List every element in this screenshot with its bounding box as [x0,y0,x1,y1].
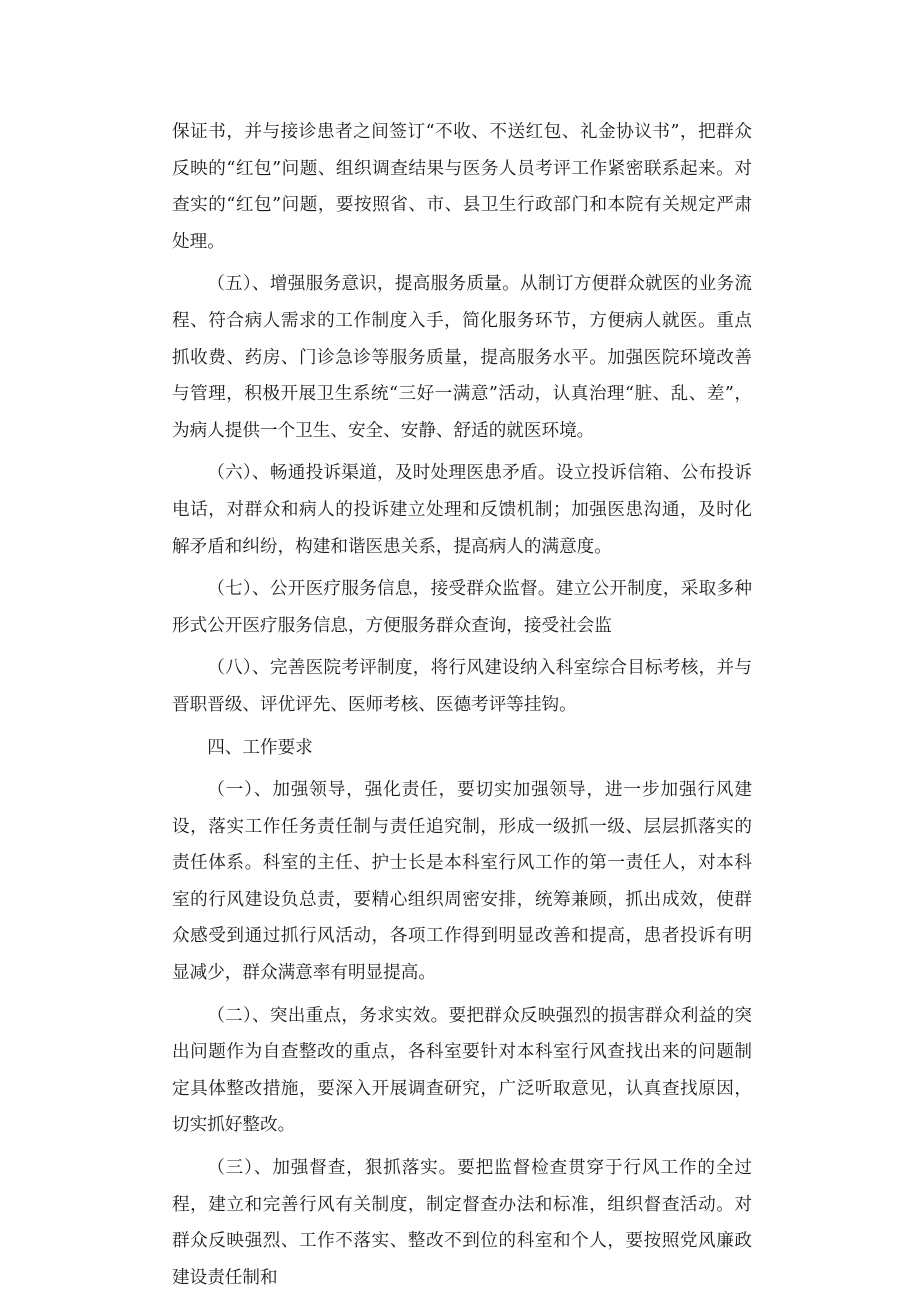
paragraph-item-6: （六）、畅通投诉渠道，及时处理医患矛盾。设立投诉信箱、公布投诉电话，对群众和病人的投诉建立处理和反馈机制；加强医患沟通，及时化解矛盾和纠纷，构建和谐医患关系，提高病人的满意度。 [172,463,752,557]
paragraph-requirement-1: （一）、加强领导，强化责任，要切实加强领导，进一步加强行风建设，落实工作任务责任制与责任追究制，形成一级抓一级、层层抓落实的责任体系。科室的主任、护士长是本科室行风工作的第一责任人，对本科室的行风建设负总责，要精心组织周密安排，统筹兼顾，抓出成效，使群众感受到通过抓行风活动，各项工作得到明显改善和提高，患者投诉有明显减少，群众满意率有明显提高。 [172,780,752,984]
paragraph-requirement-2: （二）、突出重点，务求实效。要把群众反映强烈的损害群众利益的突出问题作为自查整改的重点，各科室要针对本科室行风查找出来的问题制定具体整改措施，要深入开展调查研究，广泛听取意见，认真查找原因，切实抓好整改。 [172,1005,752,1136]
paragraph-item-8: （八）、完善医院考评制度，将行风建设纳入科室综合目标考核，并与晋职晋级、评优评先、医师考核、医德考评等挂钩。 [172,658,752,715]
paragraph-continuation: 保证书，并与接诊患者之间签订“不收、不送红包、礼金协议书”，把群众反映的“红包”问题、组织调查结果与医务人员考评工作紧密联系起来。对查实的“红包”问题，要按照省、市、县卫生行政部门和本院有关规定严肃处理。 [172,122,752,252]
paragraph-item-5: （五）、增强服务意识，提高服务质量。从制订方便群众就医的业务流程、符合病人需求的工作制度入手，简化服务环节，方便病人就医。重点抓收费、药房、门诊急诊等服务质量，提高服务水平。加强医院环境改善与管理，积极开展卫生系统“三好一满意”活动，认真治理“脏、乱、差”，为病人提供一个卫生、安全、安静、舒适的就医环境。 [172,274,752,441]
section-heading-work-requirements: 四、工作要求 [207,737,313,758]
paragraph-item-7: （七）、公开医疗服务信息，接受群众监督。建立公开制度，采取多种形式公开医疗服务信息，方便服务群众查询，接受社会监 [172,579,752,636]
paragraph-requirement-3: （三）、加强督查，狠抓落实。要把监督检查贯穿于行风工作的全过程，建立和完善行风有关制度，制定督查办法和标准，组织督查活动。对群众反映强烈、工作不落实、整改不到位的科室和个人，要按照党风廉政建设责任制和 [172,1158,752,1288]
document-body [172,114,752,1302]
